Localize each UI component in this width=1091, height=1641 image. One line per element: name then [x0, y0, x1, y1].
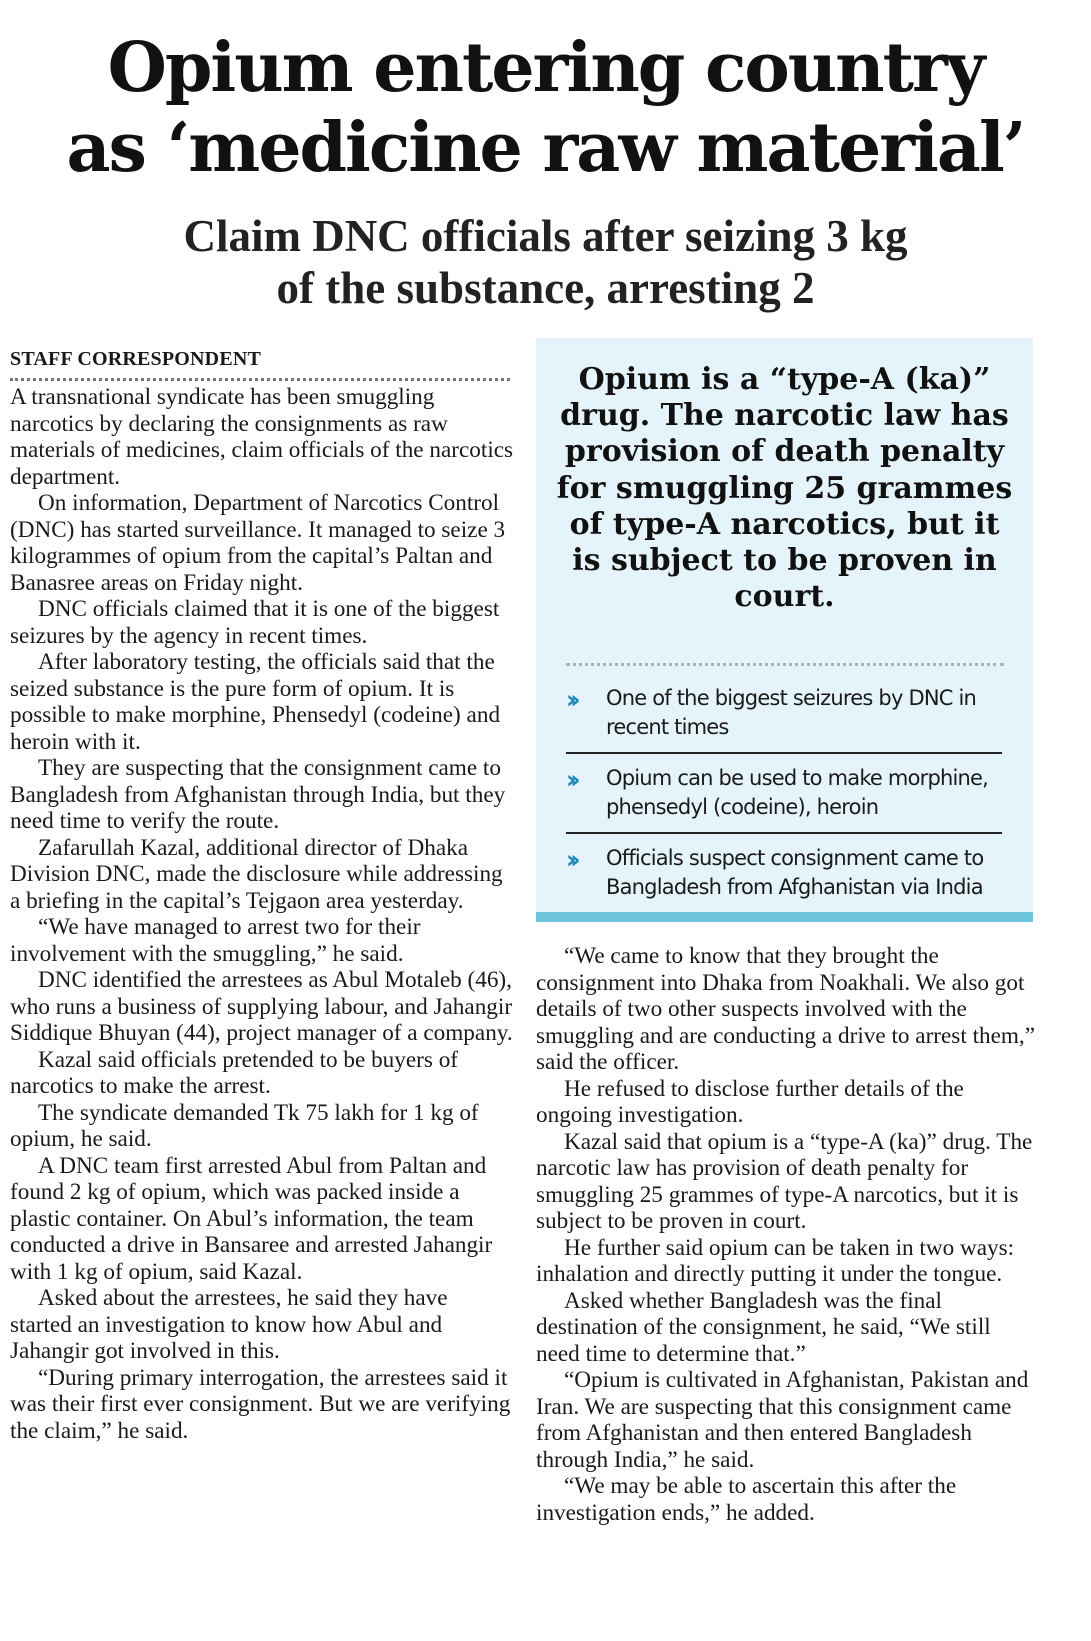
key-point [566, 764, 1002, 834]
paragraph: “We came to know that they brought the consignment into Dhaka from Noakhali. We also got details of two other suspects involved with the smuggling and are conducting a drive to arrest them,” said the officer. [536, 943, 1036, 1075]
paragraph: They are suspecting that the consignment came to Bangladesh from Afghanistan through India, but they need time to verify the route. [10, 755, 506, 834]
paragraph: “Opium is cultivated in Afghanistan, Pakistan and Iran. We are suspecting that this consignment came from Afghanistan and then entered Bangladesh through India,” he said. [536, 1367, 1029, 1473]
box-divider [566, 663, 1004, 666]
pull-quote: Opium is a “type-A (ka)” drug. The narcotic law has provision of death penalty for smuggling 25 grammes of type-A narcotics, but it is subject to be proven in court. [556, 362, 1013, 615]
paragraph: “We may be able to ascertain this after the investigation ends,” he added. [536, 1473, 957, 1526]
paragraph: “We have managed to arrest two for their involvement with the smuggling,” he said. [10, 914, 421, 967]
key-point [566, 684, 1002, 754]
paragraph: Kazal said that opium is a “type-A (ka)” drug. The narcotic law has provision of death penalty for smuggling 25 grammes of type-A narcotics, but it is subject to be proven in court. [536, 1128, 1033, 1234]
body-column-right [536, 943, 1036, 1526]
subhead-line-1: Claim DNC officials after seizing 3 kg [183, 211, 908, 261]
key-point-text: One of the biggest seizures by DNC in recent times [606, 686, 977, 739]
paragraph: A DNC team first arrested Abul from Paltan and found 2 kg of opium, which was packed inside a plastic container. On Abul’s information, the team conducted a drive in Bansaree and arrested Jahangir with 1 kg of opium, said Kazal. [10, 1152, 493, 1285]
highlight-box [536, 338, 1033, 921]
subhead-line-2: of the substance, arresting 2 [276, 263, 815, 313]
headline [0, 28, 1091, 188]
paragraph: Asked whether Bangladesh was the final destination of the consignment, he said, “We still need time to determine that.” [536, 1287, 991, 1367]
chevron-double-right-icon: ›› [566, 845, 575, 874]
key-point-text: Officials suspect consignment came to Bangladesh from Afghanistan via India [606, 846, 984, 899]
headline-line-1: Opium entering country [107, 28, 984, 108]
body-column-left [10, 384, 514, 1444]
key-points-list [566, 684, 1002, 922]
paragraph: A transnational syndicate has been smuggling narcotics by declaring the consignments as raw materials of medicines, claim officials of the narcotics department. [10, 384, 514, 490]
chevron-double-right-icon: ›› [566, 685, 575, 714]
paragraph: Asked about the arrestees, he said they have started an investigation to know how Abul and Jahangir got involved in this. [10, 1285, 448, 1364]
paragraph: “During primary interrogation, the arrestees said it was their first ever consignment. But we are verifying the claim,” he said. [10, 1364, 511, 1444]
paragraph: Zafarullah Kazal, additional director of Dhaka Division DNC, made the disclosure while addressing a briefing in the capital’s Tejgaon area yesterday. [10, 834, 503, 914]
paragraph: He refused to disclose further details of the ongoing investigation. [536, 1075, 964, 1128]
paragraph: DNC identified the arrestees as Abul Motaleb (46), who runs a business of supplying labour, and Jahangir Siddique Bhuyan (44), project manager of a company. [10, 967, 513, 1046]
key-point [566, 844, 1002, 912]
paragraph: He further said opium can be taken in two ways: inhalation and directly putting it under the tongue. [536, 1234, 1015, 1287]
box-bottom-bar [536, 912, 1033, 922]
chevron-double-right-icon: ›› [566, 765, 575, 794]
subheadline [0, 210, 1091, 314]
key-point-text: Opium can be used to make morphine, phensedyl (codeine), heroin [606, 766, 989, 819]
paragraph: DNC officials claimed that it is one of the biggest seizures by the agency in recent times. [10, 596, 500, 649]
byline: STAFF CORRESPONDENT [10, 348, 510, 381]
paragraph: After laboratory testing, the officials said that the seized substance is the pure form of opium. It is possible to make morphine, Phensedyl (codeine) and heroin with it. [10, 649, 501, 755]
paragraph: On information, Department of Narcotics Control (DNC) has started surveillance. It managed to seize 3 kilogrammes of opium from the capital’s Paltan and Banasree areas on Friday night. [10, 490, 506, 596]
paragraph: Kazal said officials pretended to be buyers of narcotics to make the arrest. [10, 1046, 459, 1099]
paragraph: The syndicate demanded Tk 75 lakh for 1 kg of opium, he said. [10, 1099, 479, 1152]
headline-line-2: as ‘medicine raw material’ [66, 108, 1025, 188]
